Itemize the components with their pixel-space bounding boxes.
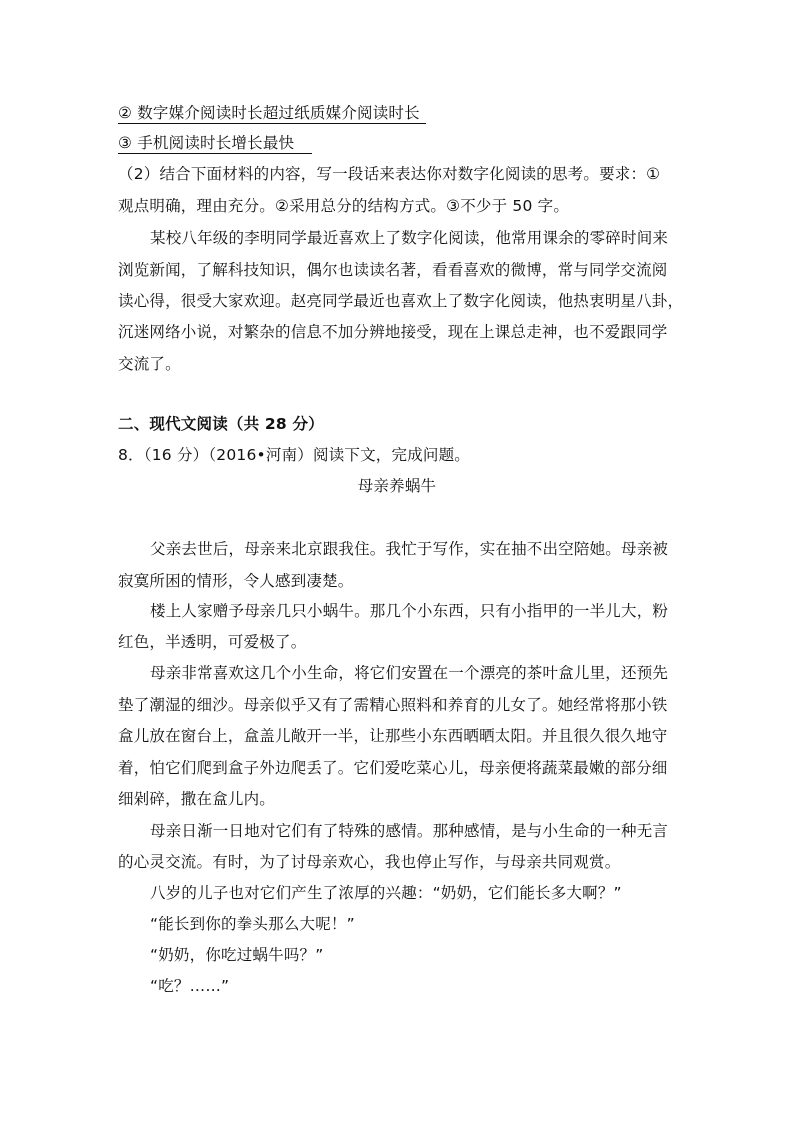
- option-3-text: ③ 手机阅读时长增长最快: [118, 133, 312, 154]
- option-2-text: ② 数字媒介阅读时长超过纸质媒介阅读时长: [118, 103, 426, 124]
- material-line-5: 交流了。: [118, 355, 181, 373]
- option-2: [118, 103, 698, 124]
- material-line-4: 沉迷网络小说，对繁杂的信息不加分辨地接受，现在上课总走神，也不爱跟同学: [118, 323, 668, 341]
- article-line-4: 红色，半透明，可爱极了。: [118, 633, 307, 651]
- task-2-line-2: 观点明确，理由充分。②采用总分的结构方式。③不少于 50 字。: [118, 197, 570, 215]
- article-line-14: “奶奶，你吃过蜗牛吗？”: [150, 946, 324, 964]
- article-line-7: 盒儿放在窗台上，盒盖儿敞开一半，让那些小东西晒晒太阳。并且很久很久地守: [118, 727, 668, 745]
- article-line-12: 八岁的儿子也对它们产生了浓厚的兴趣：“奶奶，它们能长多大啊？”: [150, 884, 622, 902]
- article-line-9: 细剁碎，撒在盒儿内。: [118, 790, 276, 808]
- section-heading: 二、现代文阅读（共 28 分）: [118, 415, 324, 433]
- task-2-line-1: （2）结合下面材料的内容，写一段话来表达你对数字化阅读的思考。要求：①: [118, 165, 661, 183]
- article-line-15: “吃？……”: [150, 977, 230, 995]
- article-line-2: 寂寞所困的情形，令人感到凄楚。: [118, 572, 354, 590]
- article-line-8: 着，怕它们爬到盒子外边爬丢了。它们爱吃菜心儿，母亲便将蔬菜最嫩的部分细: [118, 759, 668, 777]
- option-3: [118, 133, 698, 154]
- article-line-5: 母亲非常喜欢这几个小生命，将它们安置在一个漂亮的茶叶盒儿里，还预先: [150, 664, 669, 682]
- article-line-10: 母亲日渐一日地对它们有了特殊的感情。那种感情，是与小生命的一种无言: [150, 822, 669, 840]
- article-line-6: 垫了潮湿的细沙。母亲似乎又有了需精心照料和养育的儿女了。她经常将那小铁: [118, 696, 668, 714]
- material-line-3: 读心得，很受大家欢迎。赵亮同学最近也喜欢上了数字化阅读，他热衷明星八卦，: [118, 292, 684, 310]
- question-8: 8．（16 分）（2016•河南）阅读下文，完成问题。: [118, 446, 471, 464]
- article-line-3: 楼上人家赠予母亲几只小蜗牛。那几个小东西，只有小指甲的一半儿大，粉: [150, 602, 669, 620]
- article-title: 母亲养蜗牛: [357, 477, 437, 495]
- article-line-1: 父亲去世后，母亲来北京跟我住。我忙于写作，实在抽不出空陪她。母亲被: [150, 540, 669, 558]
- material-line-1: 某校八年级的李明同学最近喜欢上了数字化阅读，他常用课余的零碎时间来: [150, 229, 669, 247]
- article-line-13: “能长到你的拳头那么大呢！”: [150, 915, 355, 933]
- article-line-11: 的心灵交流。有时，为了讨母亲欢心，我也停止写作，与母亲共同观赏。: [118, 853, 621, 871]
- material-line-2: 浏览新闻，了解科技知识，偶尔也读读名著，看看喜欢的微博，常与同学交流阅: [118, 261, 668, 279]
